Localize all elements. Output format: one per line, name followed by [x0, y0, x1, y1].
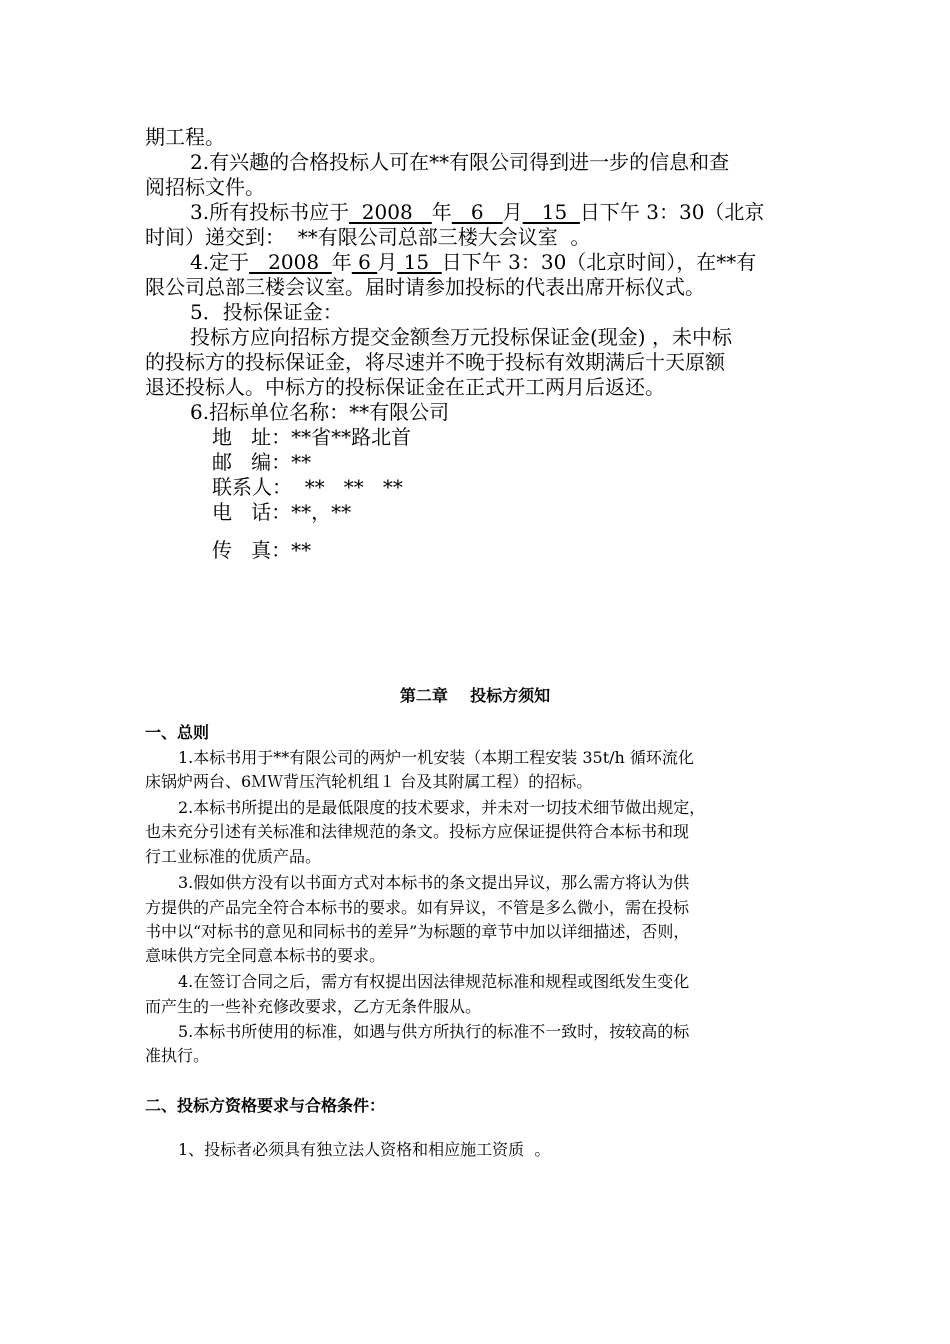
date-month-field: 6	[351, 250, 378, 274]
text-span: 准执行。	[145, 1046, 210, 1065]
section-heading	[145, 725, 209, 741]
paragraph-line	[178, 800, 705, 816]
text-span: 而产生的一些补充修改要求，乙方无条件服从。	[145, 997, 482, 1016]
text-span: 的投标方的投标保证金，将尽速并不晚于投标有效期满后十天原额	[145, 350, 725, 374]
paragraph-line	[145, 999, 481, 1015]
paragraph-line	[145, 127, 225, 147]
text-span: 第二章 投标方须知	[399, 686, 551, 705]
text-span: 5.本标书所使用的标准，如遇与供方所执行的标准不一致时，按较高的标	[178, 1022, 690, 1041]
paragraph-line	[145, 1048, 209, 1064]
text-span: 书中以“对标书的意见和同标书的差异”为标题的章节中加以详细描述，否则，	[145, 922, 690, 941]
text-span: 3.所有投标书应于	[190, 200, 350, 224]
text-span: 也未充分引述有关标准和法律规范的条文。投标方应保证提供符合本标书和现	[145, 822, 690, 841]
paragraph-line	[145, 924, 689, 940]
text-span: 3.假如供方没有以书面方式对本标书的条文提出异议，那么需方将认为供	[178, 873, 690, 892]
text-span: 二、投标方资格要求与合格条件：	[145, 1096, 386, 1115]
text-span: 1.本标书用于**有限公司的两炉一机安装（本期工程安装 35t/h 循环流化	[178, 748, 694, 767]
text-span: 电 话：**，**	[212, 500, 352, 524]
text-span: 意味供方完全同意本标书的要求。	[145, 946, 386, 965]
paragraph-line	[145, 352, 725, 372]
text-span: 年	[431, 200, 452, 224]
date-month-field: 6	[451, 200, 503, 224]
paragraph-line	[145, 824, 689, 840]
text-span: 退还投标人。中标方的投标保证金在正式开工两月后返还。	[145, 375, 665, 399]
paragraph-line	[178, 1142, 550, 1158]
contact-zip	[212, 452, 311, 472]
contact-person	[212, 477, 403, 497]
chapter-title	[0, 688, 950, 704]
text-span: 地 址：**省**路北首	[212, 425, 412, 449]
paragraph-line	[190, 327, 732, 347]
paragraph-line	[145, 377, 665, 397]
text-span: 日下午 3：30（北京	[579, 200, 765, 224]
date-day-field: 15	[397, 250, 442, 274]
text-span: 2.有兴趣的合格投标人可在**有限公司得到进一步的信息和查	[190, 150, 730, 174]
text-span: 4.定于	[190, 250, 250, 274]
paragraph-line	[190, 202, 764, 222]
text-span: 联系人： ** ** **	[212, 475, 403, 499]
date-day-field: 15	[522, 200, 580, 224]
paragraph-line	[145, 177, 265, 197]
contact-phone	[212, 502, 351, 522]
text-span: 传 真：**	[212, 538, 312, 562]
paragraph-line	[190, 402, 449, 422]
paragraph-line	[145, 774, 592, 790]
date-year-field: 2008	[249, 250, 332, 274]
text-span: 月	[377, 250, 398, 274]
paragraph-line	[190, 252, 756, 272]
text-span: 1、投标者必须具有独立法人资格和相应施工资质 。	[178, 1140, 551, 1159]
paragraph-line	[145, 900, 689, 916]
text-span: 6.招标单位名称：**有限公司	[190, 400, 450, 424]
text-span: 年	[331, 250, 352, 274]
section-heading	[145, 1098, 385, 1114]
text-span: 期工程。	[145, 125, 225, 149]
text-span: 邮 编：**	[212, 450, 312, 474]
text-span: 2.本标书所提出的是最低限度的技术要求，并未对一切技术细节做出规定，	[178, 798, 706, 817]
text-span: 阅招标文件。	[145, 175, 265, 199]
paragraph-line	[178, 750, 694, 766]
paragraph-line	[145, 849, 321, 865]
text-span: 行工业标准的优质产品。	[145, 847, 322, 866]
paragraph-line	[145, 948, 385, 964]
text-span: 4.在签订合同之后，需方有权提出因法律规范标准和规程或图纸发生变化	[178, 972, 690, 991]
paragraph-line	[178, 875, 689, 891]
paragraph-line	[190, 152, 729, 172]
text-span: 床锅炉两台、6ＭＷ背压汽轮机组１ 台及其附属工程）的招标。	[145, 772, 593, 791]
text-span: 限公司总部三楼会议室。届时请参加投标的代表出席开标仪式。	[145, 275, 705, 299]
paragraph-line	[178, 974, 689, 990]
paragraph-line	[145, 227, 590, 247]
text-span: 5．投标保证金：	[190, 300, 343, 324]
date-year-field: 2008	[349, 200, 432, 224]
text-span: 投标方应向招标方提交金额叁万元投标保证金(现金) ，未中标	[190, 325, 732, 349]
text-span: 方提供的产品完全符合本标书的要求。如有异议，不管是多么微小，需在投标	[145, 898, 690, 917]
paragraph-line	[178, 1024, 689, 1040]
paragraph-line	[145, 277, 705, 297]
contact-address	[212, 427, 411, 447]
contact-fax	[212, 540, 311, 560]
text-span: 日下午 3：30（北京时间），在**有	[441, 250, 757, 274]
paragraph-line	[190, 302, 343, 322]
text-span: 一、总则	[145, 723, 210, 742]
text-span: 时间）递交到： **有限公司总部三楼大会议室 。	[145, 225, 591, 249]
text-span: 月	[502, 200, 523, 224]
